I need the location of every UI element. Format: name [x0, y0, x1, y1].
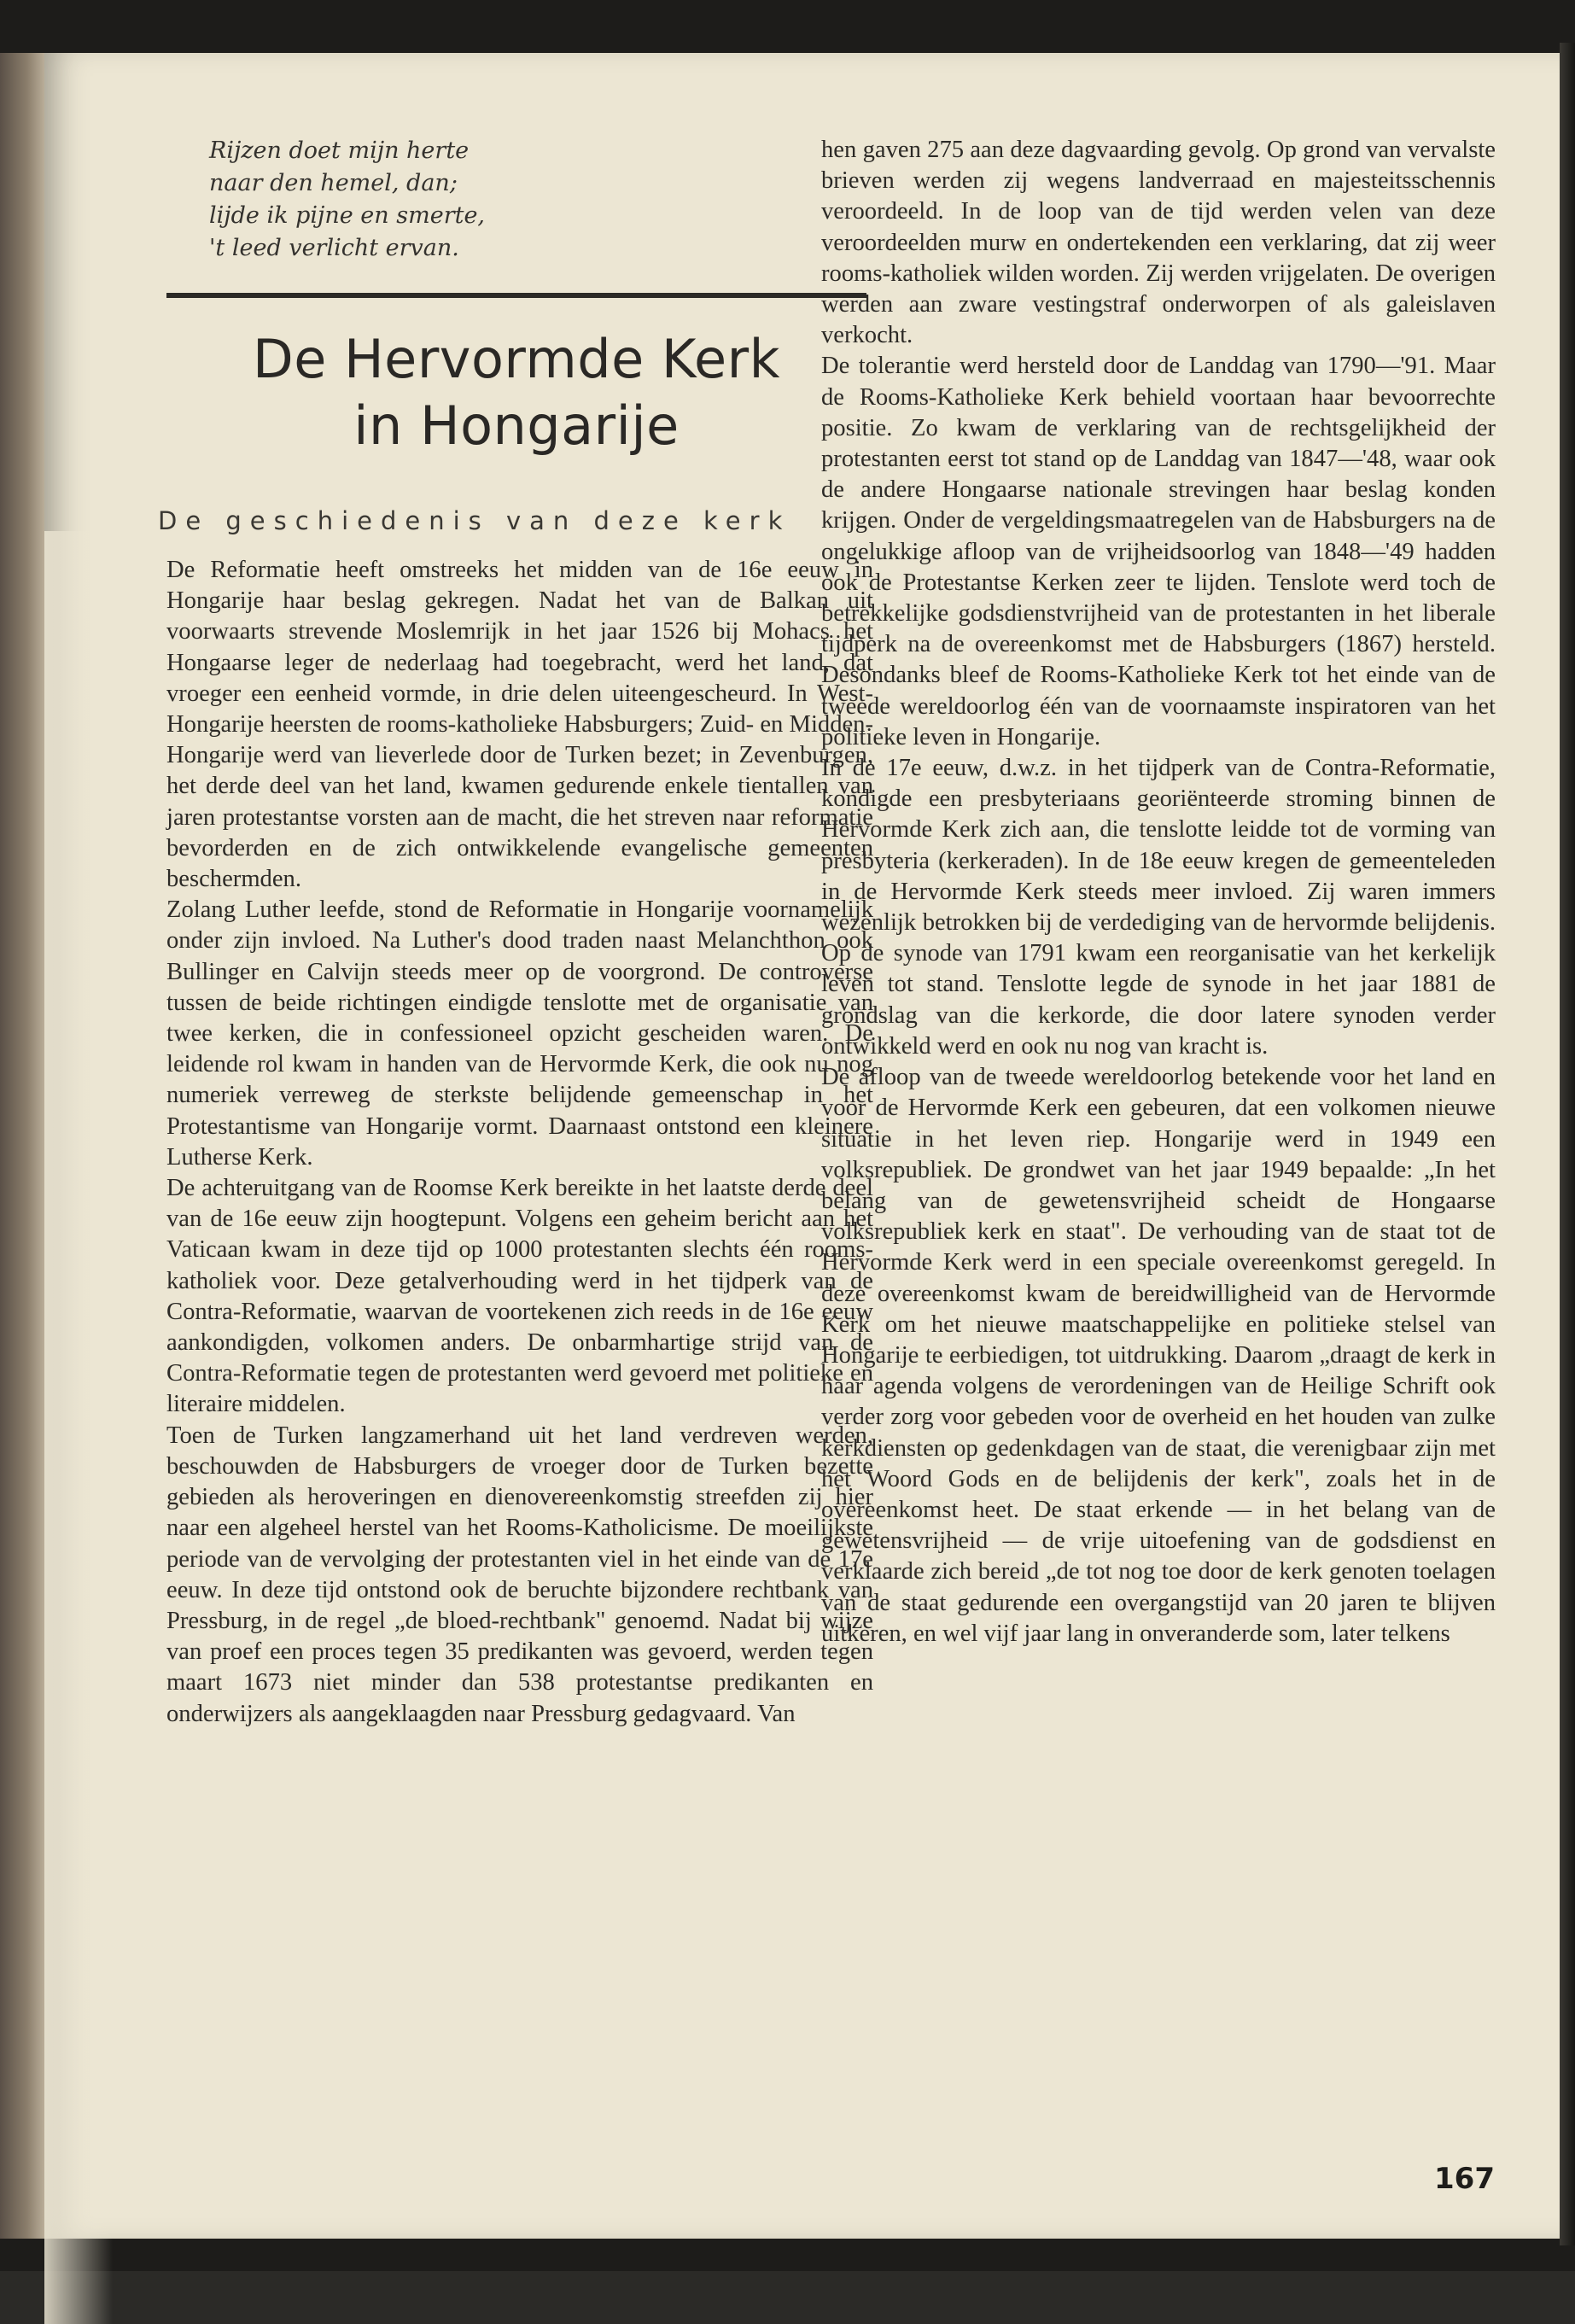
paragraph: Toen de Turken langzamerhand uit het land verdreven werden, beschouwden de Habsburgers de vroeger door de Turken bezette gebieden als heroveringen en dienovereenkomstig streefden zij hier naar een algeheel herstel van het Rooms-Katholicisme. De moeilijkste periode van de vervolging der protestanten viel in het einde van de 17e eeuw. In deze tijd ontstond ook de beruchte bijzondere rechtbank van Pressburg, in de regel „de bloed-rechtbank" genoemd. Nadat bij wijze van proef een proces tegen 35 predikanten was gevoerd, werden tegen maart 1673 niet minder dan 538 protestantse predikanten en onderwijzers als aangeklaagden naar Pressburg gedagvaard. Van [166, 1422, 873, 1727]
right-body-text [821, 135, 1496, 1650]
document-page [44, 53, 1560, 2239]
paragraph: De afloop van de tweede wereldoorlog betekende voor het land en voor de Hervormde Kerk een gebeuren, dat een volkomen nieuwe situatie in het leven riep. Hongarije werd in 1949 een volksrepubliek. De grondwet van het jaar 1949 bepaalde: „In het belang van de gewetensvrijheid scheidt de Hongaarse volksrepubliek kerk en staat". De verhouding van de staat tot de Hervormde Kerk werd in een speciale overeenkomst geregeld. In deze overeenkomst kwam de bereidwilligheid van de Hervormde Kerk om het nieuwe maatschappelijke en politieke stelsel van Hongarije te eerbiedigen, tot uitdrukking. Daarom „draagt de kerk in haar agenda volgens de verordeningen van de Heilige Schrift ook verder zorg voor gebeden voor de overheid en het houden van zulke kerkdiensten op gedenkdagen van de staat, die verenigbaar zijn met het Woord Gods en de belijdenis der kerk", zoals het in de overeenkomst heet. De staat erkende — in het belang van de gewetensvrijheid — de vrije uitoefening van de godsdienst en verklaarde zich bereid „de tot nog toe door de kerk genoten toelagen van de staat gedurende een overgangstijd van 20 jaren te blijven uitkeren, en wel vijf jaar lang in onveranderde som, later telkens [821, 1064, 1496, 1647]
poem-line: naar den hemel, dan; [209, 170, 458, 196]
poem-line: lijde ik pijne en smerte, [209, 202, 486, 229]
article-title-line: De Hervormde Kerk [252, 328, 781, 390]
left-body-text [166, 555, 873, 1730]
paragraph: hen gaven 275 aan deze dagvaarding gevolg. Op grond van vervalste brieven werden zij wegens landverraad en majesteitsschennis veroordeeld. In de loop van de tijd werden velen van deze veroordeelden murw en ondertekenden een verklaring, dat zij weer rooms-katholiek wilden worden. Zij werden vrijgelaten. De overigen werden aan zware vestingstraf onderworpen of als galeislaven verkocht. [821, 137, 1496, 349]
poem-stanza [209, 135, 721, 265]
paragraph: In de 17e eeuw, d.w.z. in het tijdperk van de Contra-Reformatie, kondigde een presbyteriaans georiënteerde stroming binnen de Hervormde Kerk zich aan, die tenslotte leidde tot de vorming van presbyteria (kerkeraden). In de 18e eeuw kregen de gemeenteleden in de Hervormde Kerk steeds meer invloed. Zij waren immers wezenlijk betrokken bij de verdediging van de hervormde belijdenis. Op de synode van 1791 kwam een reorganisatie van het kerkelijk leven tot stand. Tenslotte legde de synode in het jaar 1881 de grondslag van die kerkorde, die door latere synoden verder ontwikkeld werd en ook nu nog van kracht is. [821, 755, 1496, 1060]
book-binding [0, 53, 44, 2239]
article-title [192, 326, 841, 459]
gutter-shadow [44, 531, 113, 2324]
poem-line: 't leed verlicht ervan. [209, 235, 459, 261]
paragraph: Zolang Luther leefde, stond de Reformatie in Hongarije voornamelijk onder zijn invloed. Na Luther's dood traden naast Melanchthon ook Bullinger en Calvijn steeds meer op de voorgrond. De controverse tussen de beide richtingen eindigde tenslotte met de organisatie van twee kerken, die in confessioneel opzicht gescheiden waren. De leidende rol kwam in handen van de Hervormde Kerk, die ook nu nog numeriek verreweg de sterkste belijdende gemeenschap in het Protestantisme van Hongarije vormt. Daarnaast ontstond een kleinere Lutherse Kerk. [166, 896, 873, 1171]
paragraph: De tolerantie werd hersteld door de Landdag van 1790—'91. Maar de Rooms-Katholieke Kerk behield voortaan haar bevoorrechte positie. Zo kwam de verklaring van de rechtsgelijkheid der protestanten eerst tot stand op de Landdag van 1847—'48, waar ook de andere Hongaarse nationale strevingen haar beslag konden krijgen. Onder de vergeldingsmaatregelen van de Habsburgers na de ongelukkige afloop van de vrijheidsoorlog van 1848—'49 hadden ook de Protestantse Kerken zeer te lijden. Tenslote werd toch de betrekkelijke godsdienstvrijheid van de protestanten in het liberale tijdperk na de overeenkomst met de Habsburgers (1867) hersteld. Desondanks bleef de Rooms-Katholieke Kerk tot het einde van de tweede wereldoorlog één van de voornaamste inspiratoren van het politieke leven in Hongarije. [821, 353, 1496, 750]
paragraph: De Reformatie heeft omstreeks het midden van de 16e eeuw in Hongarije haar beslag gekregen. Nadat het van de Balkan uit voorwaarts strevende Moslemrijk in het jaar 1526 bij Mohacs het Hongaarse leger de nederlaag had toegebracht, werd het land, dat vroeger een eenheid vormde, in drie delen uiteengescheurd. In West-Hongarije heersten de rooms-katholieke Habsburgers; Zuid- en Midden-Hongarije werd van lieverlede door de Turken bezet; in Zevenburgen, het derde deel van het land, kwamen gedurende enkele tientallen van jaren protestantse vorsten aan de macht, die het streven naar reformatie bevorderden en de zich ontwikkelende evangelische gemeenten beschermden. [166, 557, 873, 893]
article-title-line: in Hongarije [353, 394, 680, 457]
section-divider [166, 293, 866, 298]
poem-line: Rijzen doet mijn herte [209, 137, 470, 164]
page-edge [1560, 43, 1575, 2245]
paragraph: De achteruitgang van de Roomse Kerk bereikte in het laatste derde deel van de 16e eeuw zijn hoogtepunt. Volgens een geheim bericht aan het Vaticaan kwam in deze tijd op 1000 protestanten slechts één rooms-katholiek voor. Deze getalverhouding werd in het tijdperk van de Contra-Reformatie, waarvan de voortekenen zich reeds in de 16e eeuw aankondigden, volkomen anders. De onbarmhartige strijd van de Contra-Reformatie tegen de protestanten werd gevoerd met politieke en literaire middelen. [166, 1175, 873, 1418]
article-subtitle: De geschiedenis van deze kerk [158, 506, 791, 535]
page-number: 167 [1434, 2162, 1495, 2196]
